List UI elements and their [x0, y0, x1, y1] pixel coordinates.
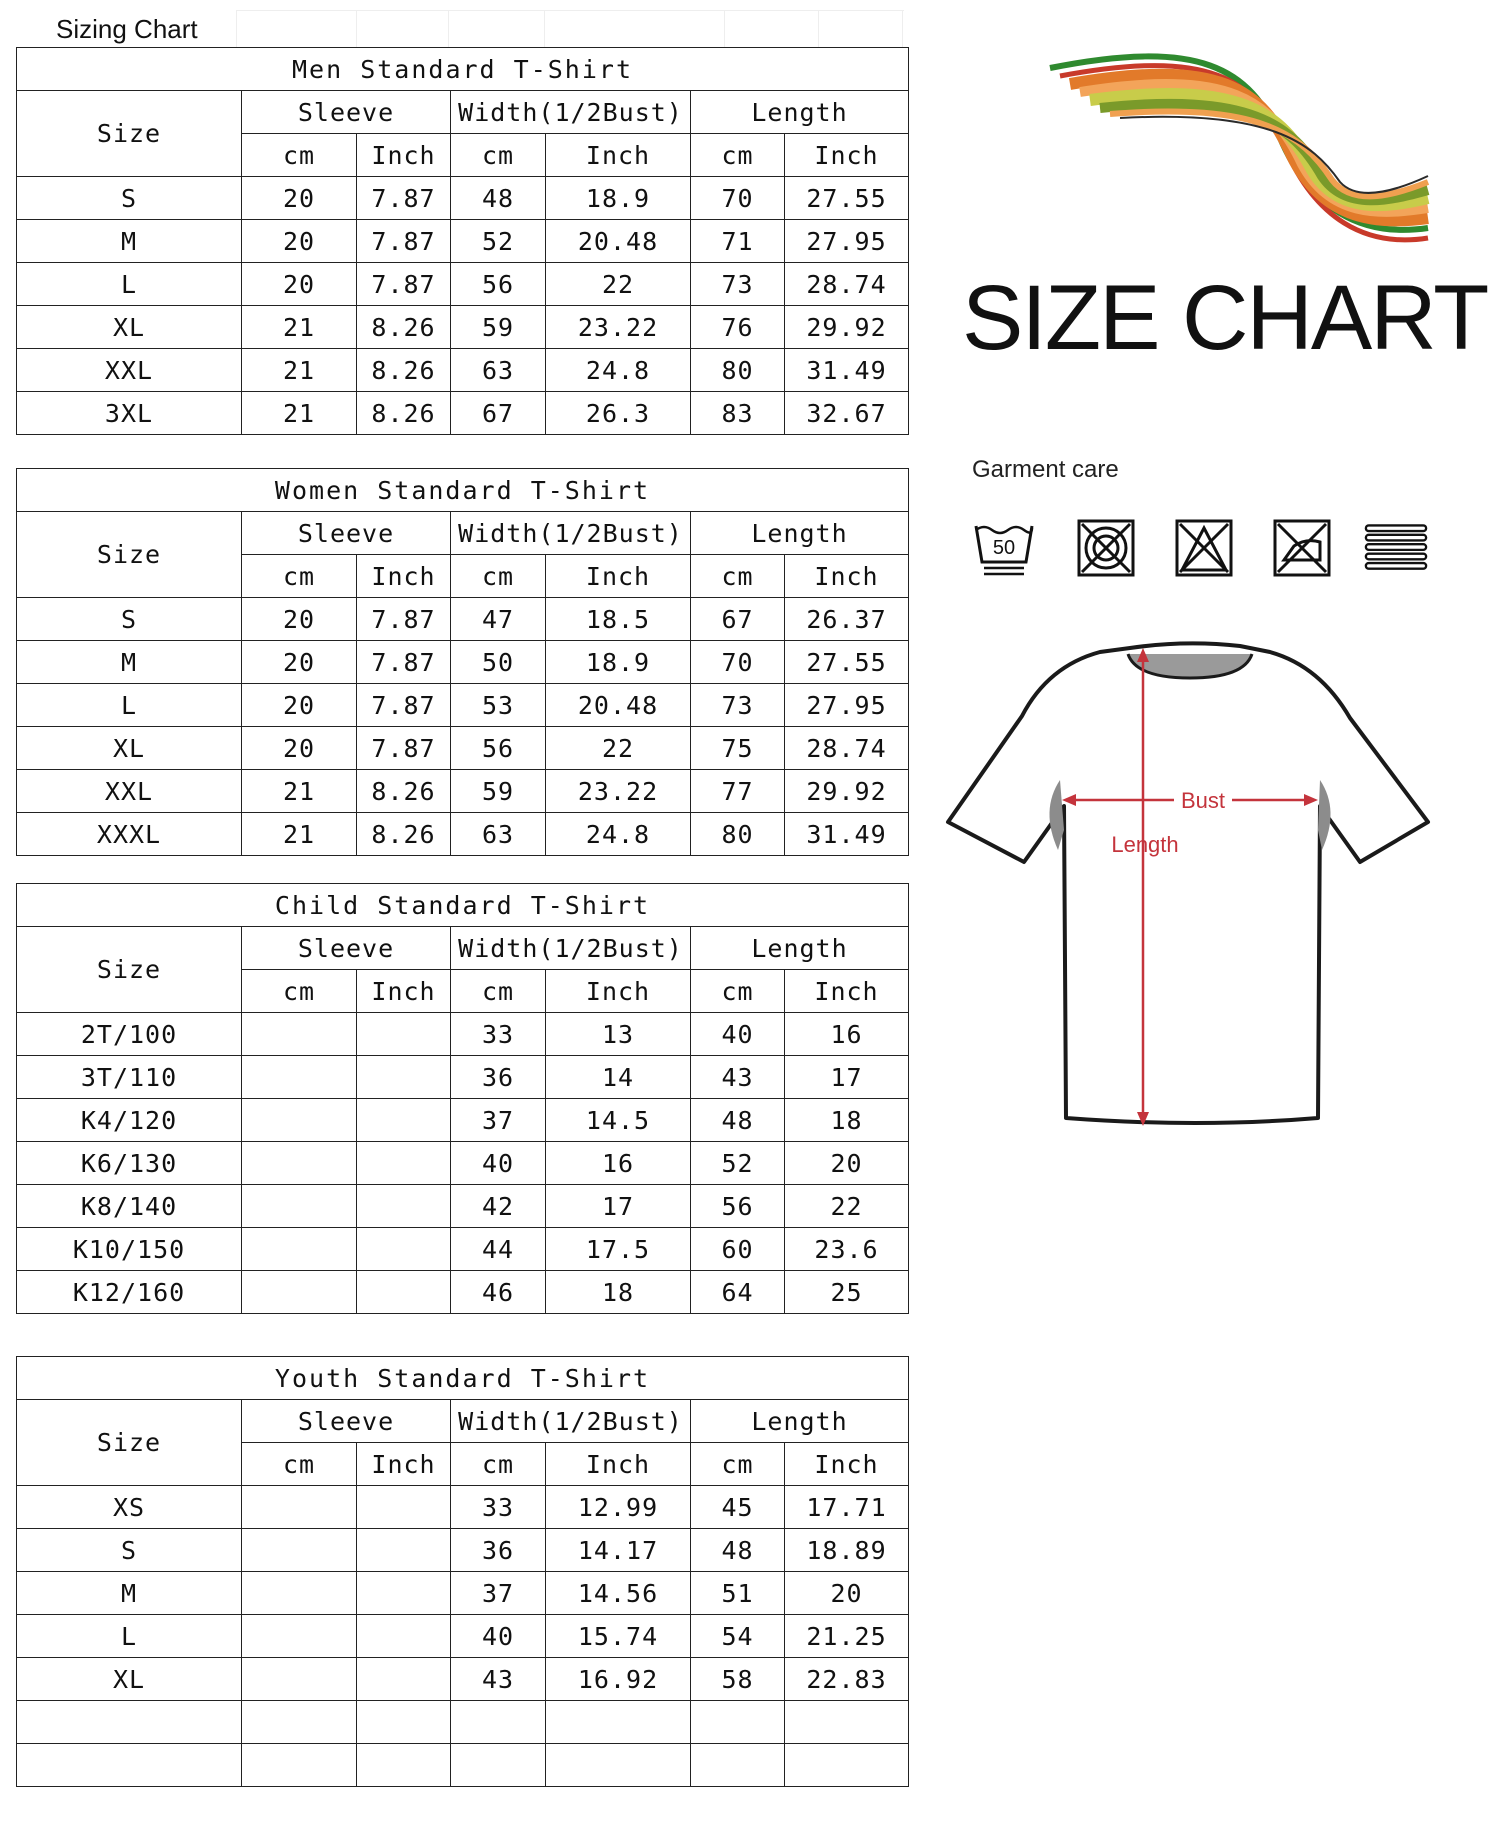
garment-care-label: Garment care: [972, 456, 1119, 483]
table-row: [17, 1615, 909, 1658]
measure-cell: 7.87: [357, 598, 451, 641]
sleeve-column-header: Sleeve: [242, 1400, 451, 1443]
unit-header-cm: cm: [691, 970, 785, 1013]
size-cell: XL: [17, 306, 242, 349]
size-column-header: Size: [17, 1400, 242, 1486]
measure-cell: 37: [451, 1099, 546, 1142]
youth-size-table: [16, 1356, 909, 1787]
unit-header-cm: cm: [451, 1443, 546, 1486]
unit-header-inch: Inch: [546, 134, 691, 177]
measure-cell: 37: [451, 1572, 546, 1615]
size-cell: XXL: [17, 349, 242, 392]
measure-cell: [242, 1658, 357, 1701]
measure-cell: 63: [451, 813, 546, 856]
table-title: Men Standard T-Shirt: [17, 48, 909, 91]
bust-label: Bust: [1180, 788, 1226, 813]
measure-cell: 27.95: [785, 220, 909, 263]
table-row: [17, 1572, 909, 1615]
unit-header-cm: cm: [691, 134, 785, 177]
unit-header-inch: Inch: [785, 1443, 909, 1486]
measure-cell: [242, 1271, 357, 1314]
table-row: [17, 1744, 909, 1787]
sizing-chart-label: Sizing Chart: [56, 14, 198, 44]
measure-cell: [357, 1185, 451, 1228]
table-row: [17, 1185, 909, 1228]
size-column-header: Size: [17, 512, 242, 598]
size-cell: S: [17, 598, 242, 641]
do-not-bleach-icon: [1172, 516, 1236, 580]
measure-cell: 70: [691, 641, 785, 684]
size-cell: S: [17, 1529, 242, 1572]
measure-cell: 80: [691, 813, 785, 856]
table-row: [17, 220, 909, 263]
measure-cell: [451, 1701, 546, 1744]
sleeve-column-header: Sleeve: [242, 512, 451, 555]
measure-cell: 20: [242, 641, 357, 684]
measure-cell: [242, 1486, 357, 1529]
table-row: [17, 641, 909, 684]
measure-cell: 20: [242, 220, 357, 263]
measure-cell: 7.87: [357, 177, 451, 220]
measure-cell: [357, 1228, 451, 1271]
table-row: [17, 177, 909, 220]
measure-cell: [357, 1744, 451, 1787]
size-cell: K6/130: [17, 1142, 242, 1185]
table-row: [17, 1142, 909, 1185]
width-column-header: Width(1/2Bust): [451, 91, 691, 134]
length-column-header: Length: [691, 512, 909, 555]
size-cell: 3XL: [17, 392, 242, 435]
measure-cell: 27.55: [785, 641, 909, 684]
measure-cell: 8.26: [357, 306, 451, 349]
measure-cell: 60: [691, 1228, 785, 1271]
measure-cell: 33: [451, 1013, 546, 1056]
measure-cell: 16: [546, 1142, 691, 1185]
table-title: Youth Standard T-Shirt: [17, 1357, 909, 1400]
table-title: Child Standard T-Shirt: [17, 884, 909, 927]
size-cell: K12/160: [17, 1271, 242, 1314]
unit-header-inch: Inch: [357, 134, 451, 177]
measure-cell: 16: [785, 1013, 909, 1056]
tshirt-diagram: [940, 630, 1440, 1170]
measure-cell: [357, 1615, 451, 1658]
measure-cell: 42: [451, 1185, 546, 1228]
measure-cell: 77: [691, 770, 785, 813]
measure-cell: 48: [691, 1099, 785, 1142]
measure-cell: 17: [546, 1185, 691, 1228]
measure-cell: 7.87: [357, 727, 451, 770]
measure-cell: 32.67: [785, 392, 909, 435]
men-size-table: [16, 47, 909, 435]
measure-cell: 44: [451, 1228, 546, 1271]
measure-cell: 52: [691, 1142, 785, 1185]
table-row: [17, 349, 909, 392]
measure-cell: 73: [691, 263, 785, 306]
measure-cell: 40: [691, 1013, 785, 1056]
measure-cell: 45: [691, 1486, 785, 1529]
measure-cell: [546, 1701, 691, 1744]
measure-cell: [451, 1744, 546, 1787]
size-cell: XL: [17, 727, 242, 770]
measure-cell: 59: [451, 770, 546, 813]
measure-cell: 20.48: [546, 684, 691, 727]
measure-cell: 33: [451, 1486, 546, 1529]
measure-cell: 13: [546, 1013, 691, 1056]
measure-cell: 27.95: [785, 684, 909, 727]
table-row: [17, 1228, 909, 1271]
measure-cell: 56: [691, 1185, 785, 1228]
measure-cell: 22: [546, 727, 691, 770]
unit-header-cm: cm: [242, 970, 357, 1013]
size-cell: K4/120: [17, 1099, 242, 1142]
measure-cell: 15.74: [546, 1615, 691, 1658]
unit-header-inch: Inch: [357, 555, 451, 598]
do-not-iron-icon: [1270, 516, 1334, 580]
sleeve-column-header: Sleeve: [242, 91, 451, 134]
measure-cell: [357, 1572, 451, 1615]
measure-cell: 21: [242, 813, 357, 856]
measure-cell: [357, 1013, 451, 1056]
measure-cell: 18.9: [546, 641, 691, 684]
measure-cell: 43: [451, 1658, 546, 1701]
measure-cell: [357, 1099, 451, 1142]
measure-cell: 36: [451, 1056, 546, 1099]
measure-cell: 18.9: [546, 177, 691, 220]
table-row: [17, 684, 909, 727]
size-cell: M: [17, 641, 242, 684]
size-cell: M: [17, 1572, 242, 1615]
table-title-row: [17, 884, 909, 927]
women-size-table: [16, 468, 909, 856]
measure-cell: 36: [451, 1529, 546, 1572]
measure-cell: [357, 1658, 451, 1701]
measure-cell: 40: [451, 1142, 546, 1185]
unit-header-cm: cm: [451, 555, 546, 598]
tshirt-outline: [948, 643, 1428, 1123]
table-group-header-row: [17, 927, 909, 970]
size-cell: K10/150: [17, 1228, 242, 1271]
table-row: [17, 1099, 909, 1142]
measure-cell: 14.17: [546, 1529, 691, 1572]
measure-cell: 8.26: [357, 813, 451, 856]
measure-cell: 8.26: [357, 770, 451, 813]
unit-header-cm: cm: [691, 555, 785, 598]
measure-cell: [242, 1572, 357, 1615]
measure-cell: 21: [242, 349, 357, 392]
measure-cell: 17.5: [546, 1228, 691, 1271]
measure-cell: 48: [691, 1529, 785, 1572]
sleeve-column-header: Sleeve: [242, 927, 451, 970]
measure-cell: 23.6: [785, 1228, 909, 1271]
size-cell: K8/140: [17, 1185, 242, 1228]
measure-cell: 40: [451, 1615, 546, 1658]
measure-cell: 67: [451, 392, 546, 435]
measure-cell: 20.48: [546, 220, 691, 263]
measure-cell: 71: [691, 220, 785, 263]
measure-cell: 14: [546, 1056, 691, 1099]
wash-temp-text: 50: [992, 537, 1016, 559]
measure-cell: [691, 1744, 785, 1787]
measure-cell: 75: [691, 727, 785, 770]
measure-cell: 22.83: [785, 1658, 909, 1701]
size-cell: [17, 1744, 242, 1787]
measure-cell: [242, 1701, 357, 1744]
measure-cell: 7.87: [357, 641, 451, 684]
measure-cell: 47: [451, 598, 546, 641]
child-size-table: [16, 883, 909, 1314]
table-row: [17, 306, 909, 349]
measure-cell: 17: [785, 1056, 909, 1099]
table-title-row: [17, 469, 909, 512]
size-cell: L: [17, 263, 242, 306]
measure-cell: 51: [691, 1572, 785, 1615]
table-row: [17, 727, 909, 770]
measure-cell: 52: [451, 220, 546, 263]
measure-cell: [242, 1013, 357, 1056]
table-row: [17, 263, 909, 306]
measure-cell: 70: [691, 177, 785, 220]
unit-header-inch: Inch: [357, 1443, 451, 1486]
measure-cell: 76: [691, 306, 785, 349]
measure-cell: [357, 1701, 451, 1744]
table-group-header-row: [17, 512, 909, 555]
measure-cell: 80: [691, 349, 785, 392]
measure-cell: 20: [242, 684, 357, 727]
measure-cell: 31.49: [785, 349, 909, 392]
size-cell: XS: [17, 1486, 242, 1529]
measure-cell: 28.74: [785, 263, 909, 306]
size-column-header: Size: [17, 91, 242, 177]
measure-cell: [242, 1615, 357, 1658]
measure-cell: 48: [451, 177, 546, 220]
measure-cell: 21: [242, 306, 357, 349]
measure-cell: 64: [691, 1271, 785, 1314]
table-row: [17, 1701, 909, 1744]
measure-cell: 53: [451, 684, 546, 727]
size-cell: M: [17, 220, 242, 263]
measure-cell: 14.5: [546, 1099, 691, 1142]
measure-cell: 25: [785, 1271, 909, 1314]
measure-cell: 8.26: [357, 349, 451, 392]
measure-cell: 56: [451, 727, 546, 770]
measure-cell: [242, 1185, 357, 1228]
measure-cell: 18: [785, 1099, 909, 1142]
measure-cell: 29.92: [785, 770, 909, 813]
unit-header-cm: cm: [451, 970, 546, 1013]
wash-50-icon: [972, 516, 1036, 580]
measure-cell: [546, 1744, 691, 1787]
size-cell: S: [17, 177, 242, 220]
measure-cell: [357, 1056, 451, 1099]
measure-cell: 73: [691, 684, 785, 727]
length-column-header: Length: [691, 1400, 909, 1443]
size-cell: XXXL: [17, 813, 242, 856]
table-row: [17, 1486, 909, 1529]
dry-flat-icon: [1364, 516, 1428, 580]
size-cell: XXL: [17, 770, 242, 813]
measure-cell: 26.37: [785, 598, 909, 641]
care-icons-row: [972, 516, 1432, 584]
measure-cell: [357, 1529, 451, 1572]
measure-cell: 54: [691, 1615, 785, 1658]
table-row: [17, 392, 909, 435]
unit-header-cm: cm: [451, 134, 546, 177]
unit-header-inch: Inch: [546, 1443, 691, 1486]
measure-cell: 12.99: [546, 1486, 691, 1529]
measure-cell: 20: [242, 727, 357, 770]
width-column-header: Width(1/2Bust): [451, 927, 691, 970]
measure-cell: [242, 1056, 357, 1099]
measure-cell: [785, 1701, 909, 1744]
length-column-header: Length: [691, 927, 909, 970]
faint-grid-lines: [236, 10, 904, 47]
measure-cell: 22: [785, 1185, 909, 1228]
measure-cell: 17.71: [785, 1486, 909, 1529]
measure-cell: [242, 1744, 357, 1787]
table-title: Women Standard T-Shirt: [17, 469, 909, 512]
measure-cell: 28.74: [785, 727, 909, 770]
measure-cell: 50: [451, 641, 546, 684]
unit-header-inch: Inch: [546, 970, 691, 1013]
measure-cell: 7.87: [357, 220, 451, 263]
measure-cell: 24.8: [546, 813, 691, 856]
measure-cell: 83: [691, 392, 785, 435]
measure-cell: [785, 1744, 909, 1787]
measure-cell: [691, 1701, 785, 1744]
measure-cell: 59: [451, 306, 546, 349]
unit-header-inch: Inch: [785, 970, 909, 1013]
measure-cell: 21: [242, 392, 357, 435]
length-label: Length: [1111, 832, 1179, 857]
measure-cell: [357, 1142, 451, 1185]
measure-cell: 7.87: [357, 684, 451, 727]
measure-cell: 29.92: [785, 306, 909, 349]
table-title-row: [17, 48, 909, 91]
measure-cell: 46: [451, 1271, 546, 1314]
measure-cell: 43: [691, 1056, 785, 1099]
measure-cell: [357, 1271, 451, 1314]
unit-header-cm: cm: [242, 1443, 357, 1486]
unit-header-inch: Inch: [785, 134, 909, 177]
measure-cell: 20: [785, 1142, 909, 1185]
width-column-header: Width(1/2Bust): [451, 1400, 691, 1443]
measure-cell: [242, 1228, 357, 1271]
measure-cell: [242, 1142, 357, 1185]
unit-header-inch: Inch: [357, 970, 451, 1013]
measure-cell: 56: [451, 263, 546, 306]
table-row: [17, 1658, 909, 1701]
wave-graphic: [1040, 48, 1430, 258]
measure-cell: 20: [785, 1572, 909, 1615]
size-cell: 2T/100: [17, 1013, 242, 1056]
table-title-row: [17, 1357, 909, 1400]
measure-cell: [242, 1529, 357, 1572]
measure-cell: 18.89: [785, 1529, 909, 1572]
size-cell: L: [17, 1615, 242, 1658]
table-row: [17, 1529, 909, 1572]
measure-cell: 16.92: [546, 1658, 691, 1701]
table-row: [17, 1056, 909, 1099]
measure-cell: 21.25: [785, 1615, 909, 1658]
length-column-header: Length: [691, 91, 909, 134]
table-row: [17, 1013, 909, 1056]
measure-cell: [357, 1486, 451, 1529]
measure-cell: 20: [242, 598, 357, 641]
measure-cell: 7.87: [357, 263, 451, 306]
table-group-header-row: [17, 91, 909, 134]
measure-cell: 27.55: [785, 177, 909, 220]
measure-cell: 21: [242, 770, 357, 813]
do-not-tumble-dry-icon: [1074, 516, 1138, 580]
measure-cell: 23.22: [546, 770, 691, 813]
size-cell: XL: [17, 1658, 242, 1701]
measure-cell: 23.22: [546, 306, 691, 349]
table-row: [17, 770, 909, 813]
size-cell: 3T/110: [17, 1056, 242, 1099]
table-row: [17, 1271, 909, 1314]
unit-header-inch: Inch: [546, 555, 691, 598]
unit-header-cm: cm: [242, 555, 357, 598]
measure-cell: 18: [546, 1271, 691, 1314]
table-row: [17, 598, 909, 641]
measure-cell: 26.3: [546, 392, 691, 435]
unit-header-cm: cm: [691, 1443, 785, 1486]
unit-header-cm: cm: [242, 134, 357, 177]
measure-cell: 20: [242, 177, 357, 220]
measure-cell: 20: [242, 263, 357, 306]
measure-cell: 31.49: [785, 813, 909, 856]
unit-header-inch: Inch: [785, 555, 909, 598]
measure-cell: 58: [691, 1658, 785, 1701]
size-cell: L: [17, 684, 242, 727]
size-chart-heading: SIZE CHART: [962, 267, 1488, 369]
width-column-header: Width(1/2Bust): [451, 512, 691, 555]
measure-cell: 22: [546, 263, 691, 306]
measure-cell: 24.8: [546, 349, 691, 392]
measure-cell: [242, 1099, 357, 1142]
table-row: [17, 813, 909, 856]
size-cell: [17, 1701, 242, 1744]
measure-cell: 67: [691, 598, 785, 641]
size-column-header: Size: [17, 927, 242, 1013]
measure-cell: 14.56: [546, 1572, 691, 1615]
measure-cell: 18.5: [546, 598, 691, 641]
table-group-header-row: [17, 1400, 909, 1443]
measure-cell: 63: [451, 349, 546, 392]
measure-cell: 8.26: [357, 392, 451, 435]
